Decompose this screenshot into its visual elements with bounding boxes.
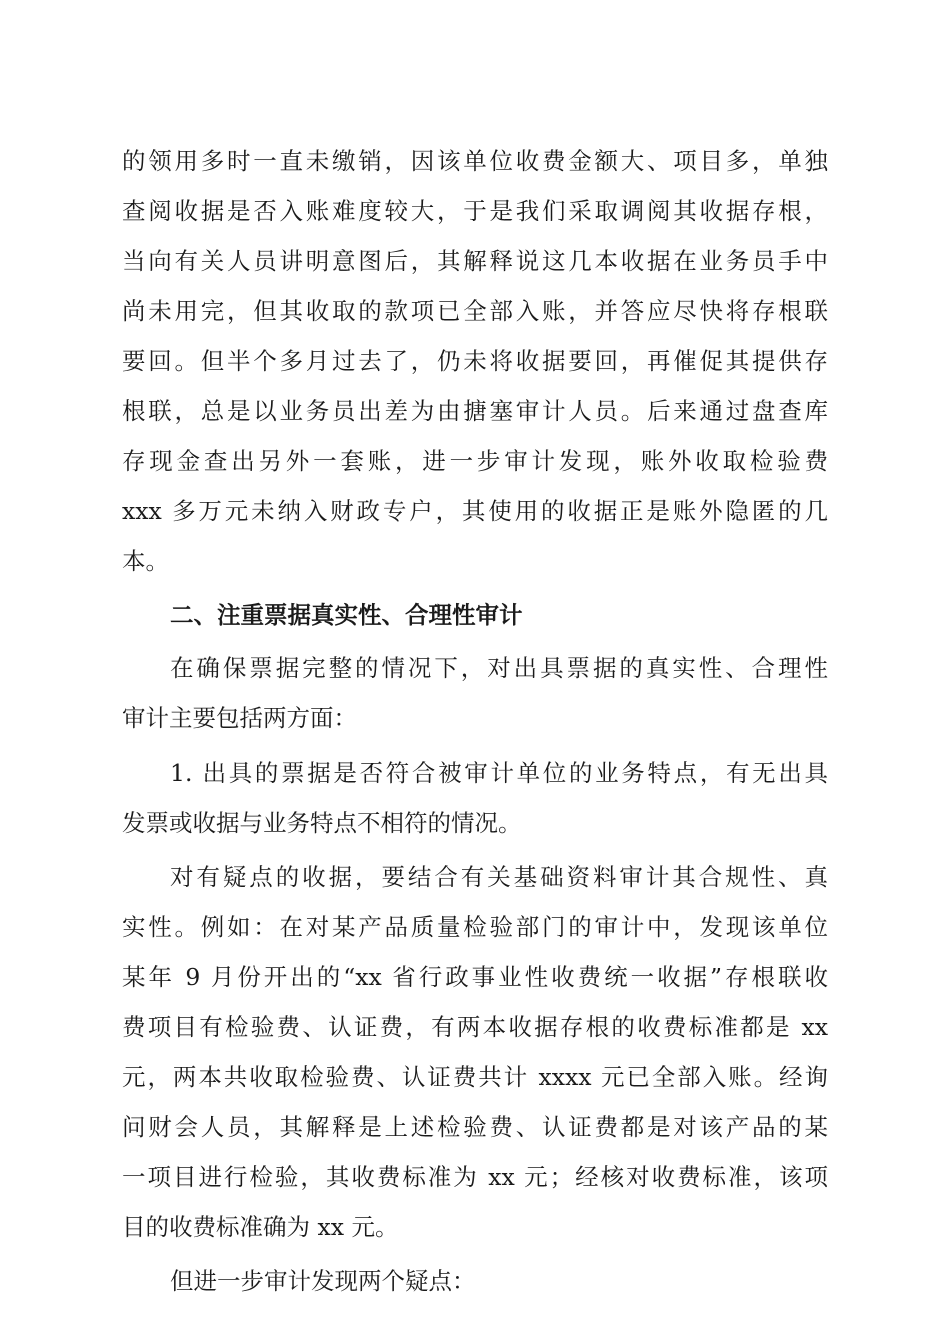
paragraph-line: 的领用多时一直未缴销，因该单位收费金额大、项目多，单独 (122, 147, 828, 175)
paragraph-line: 审计主要包括两方面： (122, 704, 357, 732)
section-heading: 二、注重票据真实性、合理性审计 (170, 601, 523, 629)
paragraph-line: 一项目进行检验，其收费标准为 xx 元；经核对收费标准，该项 (122, 1163, 828, 1191)
paragraph-line: 费项目有检验费、认证费，有两本收据存根的收费标准都是 xx (122, 1013, 828, 1041)
paragraph-line: 但进一步审计发现两个疑点： (170, 1267, 476, 1295)
paragraph-line: 在确保票据完整的情况下，对出具票据的真实性、合理性 (170, 654, 828, 682)
paragraph-line: 元，两本共收取检验费、认证费共计 xxxx 元已全部入账。经询 (122, 1063, 828, 1091)
paragraph-line: 当向有关人员讲明意图后，其解释说这几本收据在业务员手中 (122, 247, 828, 275)
paragraph-line: 根联，总是以业务员出差为由搪塞审计人员。后来通过盘查库 (122, 397, 828, 425)
paragraph-line: 对有疑点的收据，要结合有关基础资料审计其合规性、真 (170, 863, 828, 891)
paragraph-line: xxx 多万元未纳入财政专户，其使用的收据正是账外隐匿的几 (122, 497, 828, 525)
paragraph-line: 查阅收据是否入账难度较大，于是我们采取调阅其收据存根， (122, 197, 828, 225)
paragraph-line: 尚未用完，但其收取的款项已全部入账，并答应尽快将存根联 (122, 297, 828, 325)
paragraph-line: 要回。但半个多月过去了，仍未将收据要回，再催促其提供存 (122, 347, 828, 375)
list-item-line: 1. 出具的票据是否符合被审计单位的业务特点，有无出具 (170, 759, 828, 787)
paragraph-line: 问财会人员，其解释是上述检验费、认证费都是对该产品的某 (122, 1113, 828, 1141)
paragraph-line: 某年 9 月份开出的“xx 省行政事业性收费统一收据”存根联收 (122, 963, 828, 991)
paragraph-line: 存现金查出另外一套账，进一步审计发现，账外收取检验费 (122, 447, 828, 475)
paragraph-line: 本。 (122, 547, 169, 575)
list-item-line: 发票或收据与业务特点不相符的情况。 (122, 809, 522, 837)
paragraph-line: 目的收费标准确为 xx 元。 (122, 1213, 399, 1241)
paragraph-line: 实性。例如：在对某产品质量检验部门的审计中，发现该单位 (122, 913, 828, 941)
